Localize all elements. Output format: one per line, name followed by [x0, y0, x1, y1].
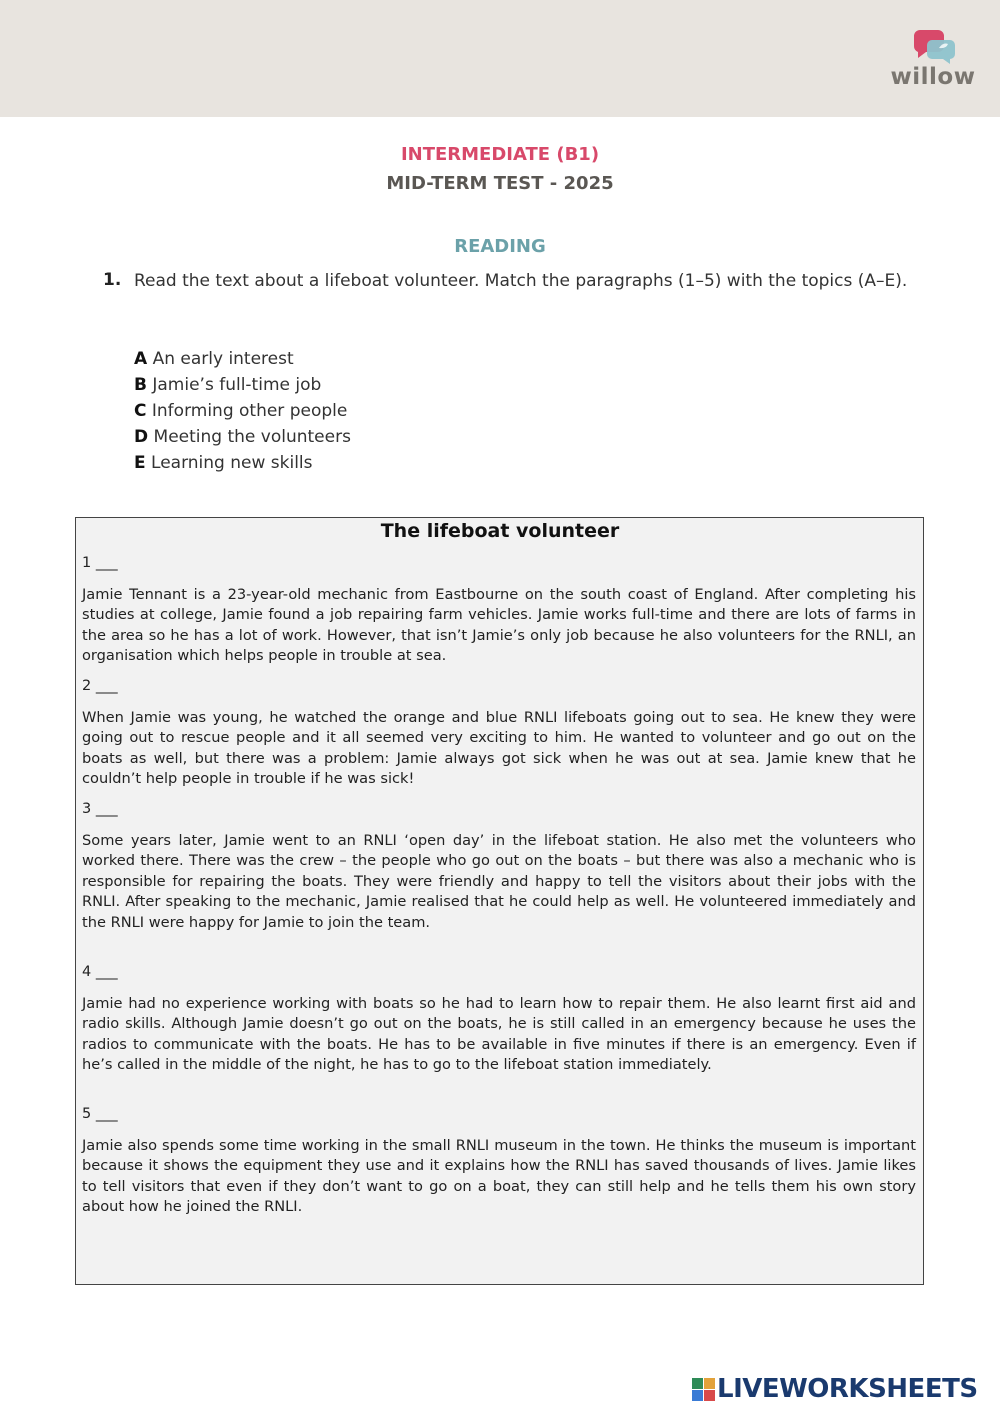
icon-tile — [704, 1390, 715, 1401]
section-heading: READING — [454, 236, 546, 257]
topic-text: An early interest — [152, 349, 294, 369]
topic-text: Jamie’s full-time job — [152, 375, 322, 395]
topic-item — [134, 398, 351, 424]
paragraph-label-2: 2 ___ — [82, 678, 118, 694]
question-instruction: Read the text about a lifeboat volunteer. Match the paragraphs (1–5) with the topics (A–E). — [134, 271, 908, 291]
topic-item — [134, 346, 351, 372]
topic-item — [134, 372, 351, 398]
paragraph-4: Jamie had no experience working with boats so he had to learn how to repair them. He also learnt first aid and radio skills. Although Jamie doesn’t go out on the boats, he is still called in an emergency because he uses the radios to communicate with the boats. He has to be available in five minutes if there is an emergency. Even if he’s called in the middle of the night, he has to go to the lifeboat station immediately. — [82, 995, 916, 1074]
topic-text: Learning new skills — [151, 453, 313, 473]
topic-letter: B — [134, 375, 147, 395]
icon-tile — [692, 1378, 703, 1389]
paragraph-label-5: 5 ___ — [82, 1106, 118, 1122]
question-number: 1. — [103, 270, 122, 290]
reading-title: The lifeboat volunteer — [380, 520, 620, 542]
topic-text: Meeting the volunteers — [153, 427, 351, 447]
brand-name: willow — [890, 64, 976, 90]
liveworksheets-icon — [692, 1378, 716, 1402]
paragraph-2: When Jamie was young, he watched the orange and blue RNLI lifeboats going out to sea. He knew they were going out to rescue people and it all seemed very exciting to him. He wanted to volunteer and go out on the boats as well, but there was a problem: Jamie always got sick when he was out at sea. Jamie knew that he couldn’t help people in trouble if he was sick! — [82, 709, 916, 788]
paragraph-3: Some years later, Jamie went to an RNLI ‘open day’ in the lifeboat station. He also met the volunteers who worked there. There was the crew – the people who go out on the boats – but there was also a mechanic who is responsible for repairing the boats. They were friendly and happy to tell the visitors about their jobs with the RNLI. After speaking to the mechanic, Jamie realised that he could help as well. He volunteered immediately and the RNLI were happy for Jamie to join the team. — [82, 832, 916, 931]
topic-letter: C — [134, 401, 147, 421]
paragraph-label-4: 4 ___ — [82, 964, 118, 980]
level-heading: INTERMEDIATE (B1) — [400, 144, 600, 165]
speech-bubbles-icon — [910, 26, 956, 66]
liveworksheets-logo — [692, 1374, 992, 1406]
paragraph-label-3: 3 ___ — [82, 801, 118, 817]
topic-list — [134, 346, 351, 476]
paragraph-5: Jamie also spends some time working in the small RNLI museum in the town. He thinks the museum is important because it shows the equipment they use and it explains how the RNLI has saved thousands of lives. Jamie likes to tell visitors that even if they don’t want to go on a boat, they can still help and he tells them his own story about how he joined the RNLI. — [82, 1137, 916, 1216]
liveworksheets-text: LIVEWORKSHEETS — [717, 1374, 978, 1404]
topic-text: Informing other people — [151, 401, 348, 421]
willow-logo — [890, 26, 980, 92]
topic-letter: D — [134, 427, 149, 447]
test-title: MID-TERM TEST - 2025 — [386, 173, 614, 194]
paragraph-label-1: 1 ___ — [82, 555, 118, 571]
topic-item — [134, 424, 351, 450]
paragraph-1: Jamie Tennant is a 23-year-old mechanic from Eastbourne on the south coast of England. After completing his studies at college, Jamie found a job repairing farm vehicles. Jamie works full-time and there are lots of farms in the area so he has a lot of work. However, that isn’t Jamie’s only job because he also volunteers for the RNLI, an organisation which helps people in trouble at sea. — [82, 586, 916, 665]
icon-tile — [692, 1390, 703, 1401]
topic-letter: E — [134, 453, 146, 473]
icon-tile — [704, 1378, 715, 1389]
topic-item — [134, 450, 351, 476]
topic-letter: A — [134, 349, 148, 369]
header-band — [0, 0, 1000, 117]
